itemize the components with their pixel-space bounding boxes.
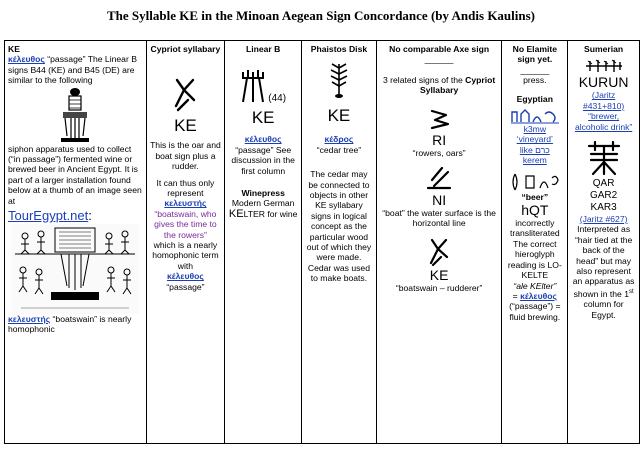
- hieroglyph-k3mw-icon: [509, 108, 561, 124]
- greek-word-keleuthos[interactable]: κέλευθος: [520, 290, 557, 301]
- sumerian-kurun-sign-icon: [584, 58, 624, 74]
- homophonic-text: which is a nearly homophonic term with: [152, 240, 219, 271]
- jaritz-link-2[interactable]: (Jaritz #627): [579, 214, 628, 225]
- egyptian-label: Egyptian: [516, 93, 553, 104]
- ni-text: “boat” the water surface is the horizontal line: [382, 208, 496, 229]
- hebrew-word: כרם: [535, 144, 550, 155]
- column-header: Cypriot syllabary: [150, 44, 221, 54]
- discussion-text: “passage” See discussion in the first column: [231, 144, 295, 176]
- interpretation-main: Interpreted as “hair tied at the back of the head” but may also represent an apparatus as shown in the 1: [572, 224, 635, 299]
- ni-label: NI: [432, 192, 447, 209]
- interpretation-end: column for Egypt.: [583, 299, 624, 320]
- divider-dash: ______: [520, 64, 550, 75]
- interpretation-text: [571, 224, 636, 320]
- kerem-like-link[interactable]: [505, 145, 564, 155]
- kurun-label: KURUN: [578, 74, 629, 91]
- greek-word-keleuthos[interactable]: κέλευθος: [166, 271, 204, 282]
- greek-word-keleuthos[interactable]: κέλευθος: [8, 54, 45, 65]
- greek-word-keleustes[interactable]: κελευστής: [164, 198, 207, 209]
- brewing-text: (“passage”) = fluid brewing.: [509, 301, 561, 322]
- column-cypriot-syllabary: [147, 41, 226, 443]
- k3mw-link[interactable]: k3mw: [523, 124, 547, 135]
- like-text: like: [519, 144, 536, 155]
- siphon-apparatus-drawing-icon: [55, 86, 95, 144]
- column-header: Linear B: [245, 44, 281, 54]
- column-sumerian: [568, 41, 639, 443]
- kelter-ke: KE: [228, 207, 244, 220]
- siphon-text: siphon apparatus used to collect (“in passage”) fermented wine or brewed beer in Ancient Egypt. It is part of a larger installation found below at a thumb of an image seen at: [8, 143, 142, 206]
- greek-word-keleustes[interactable]: κελευστής: [8, 314, 51, 325]
- gar2-label: GAR2: [589, 190, 618, 202]
- sign-number: (44): [268, 93, 287, 104]
- greek-word-keleuthos[interactable]: κέλευθος: [244, 134, 282, 145]
- oar-text: This is the oar and boat sign plus a rudder.: [150, 140, 221, 172]
- kerem-link[interactable]: kerem: [522, 155, 547, 166]
- sign-label: KE: [174, 116, 197, 136]
- divider-dash: ______: [424, 54, 454, 65]
- intro-text: “passage” The Linear B signs B44 (KE) and B45 (DE) are similar to the following: [8, 54, 137, 86]
- colon: :: [88, 208, 92, 224]
- column-header: No comparable Axe sign: [389, 44, 490, 54]
- column-heading: KE: [8, 44, 20, 54]
- cypriot-ke-sign-small-icon: [426, 237, 452, 267]
- column-axe-sign: [377, 41, 503, 443]
- transliteration-text: incorrectly transliterated The correct hieroglyph reading is LO-KELTE: [507, 218, 562, 281]
- column-phaistos-disk: [302, 41, 377, 443]
- wine-text: for wine: [264, 208, 298, 219]
- ke-label: KE: [429, 266, 449, 283]
- winepress-label: Winepress: [241, 188, 285, 199]
- column-header: Phaistos Disk: [310, 44, 368, 54]
- linear-b-ke-sign-icon: [240, 68, 266, 104]
- vineyard-link[interactable]: ‘vineyard’: [516, 134, 553, 145]
- ale-kelter-quote: “ale KElter”: [513, 280, 557, 291]
- hieroglyph-hqt-icon: [510, 172, 560, 192]
- cedar-text: “cedar tree”: [316, 144, 362, 155]
- phaistos-cedar-sign-icon: [327, 60, 351, 100]
- page-title: The Syllable KE in the Minoan Aegean Sign Concordance (by Andis Kaulins): [107, 8, 535, 23]
- cypriot-ri-sign-icon: [426, 106, 452, 132]
- ke-text: “boatswain – rudderer”: [395, 282, 483, 293]
- related-text: 3 related signs of the: [383, 74, 466, 85]
- hqt-label: hQT: [521, 202, 549, 219]
- passage-text: “passage”: [166, 281, 205, 292]
- ordinal-suffix: st: [628, 288, 634, 295]
- cypriot-ke-sign-icon: [170, 76, 200, 112]
- sign-label: KE: [327, 106, 351, 126]
- homophonic-text: “boatswain” is nearly homophonic: [8, 314, 132, 335]
- column-header: Sumerian: [584, 44, 624, 54]
- boatswain-quote: “boatswain, who gives the time to the rowers”: [154, 208, 217, 240]
- column-linear-b: [225, 41, 302, 443]
- kar3-label: KAR3: [590, 202, 617, 214]
- kelter-lter: LTER: [243, 208, 265, 219]
- beer-label: “beer”: [521, 191, 549, 202]
- greek-word-kedros[interactable]: κέδρος: [324, 134, 354, 145]
- sign-label: KE: [251, 108, 275, 128]
- cypriot-ni-sign-icon: [424, 164, 454, 192]
- concordance-table: [4, 40, 640, 444]
- column-header: No Elamite sign yet.: [512, 44, 558, 65]
- column-elamite-egyptian: [502, 41, 568, 443]
- touregypt-link[interactable]: TourEgypt.net: [8, 208, 89, 224]
- cedar-explanation: The cedar may be connected to objects in other KE syllabary signs in logical concept as the particular wood out of which they were made. Cedar was used to make boats.: [306, 169, 372, 284]
- press-text: press.: [523, 75, 547, 86]
- column-ke-description: [5, 41, 147, 443]
- equals-sign: =: [512, 290, 521, 301]
- ri-label: RI: [432, 131, 447, 148]
- qar-label: QAR: [592, 178, 615, 190]
- sumerian-qar-sign-icon: [587, 140, 621, 176]
- represent-text: It can thus only represent: [156, 177, 215, 199]
- egyptian-wine-press-drawing-icon: [11, 224, 139, 314]
- german-text: Modern German: [231, 198, 295, 209]
- jaritz-link-1[interactable]: (Jaritz #431+810): [582, 90, 625, 111]
- brewer-link[interactable]: “brewer, alcoholic drink”: [574, 111, 633, 132]
- cypriot-label: Cypriot Syllabary: [420, 74, 496, 96]
- ri-text: “rowers, oars”: [412, 147, 466, 158]
